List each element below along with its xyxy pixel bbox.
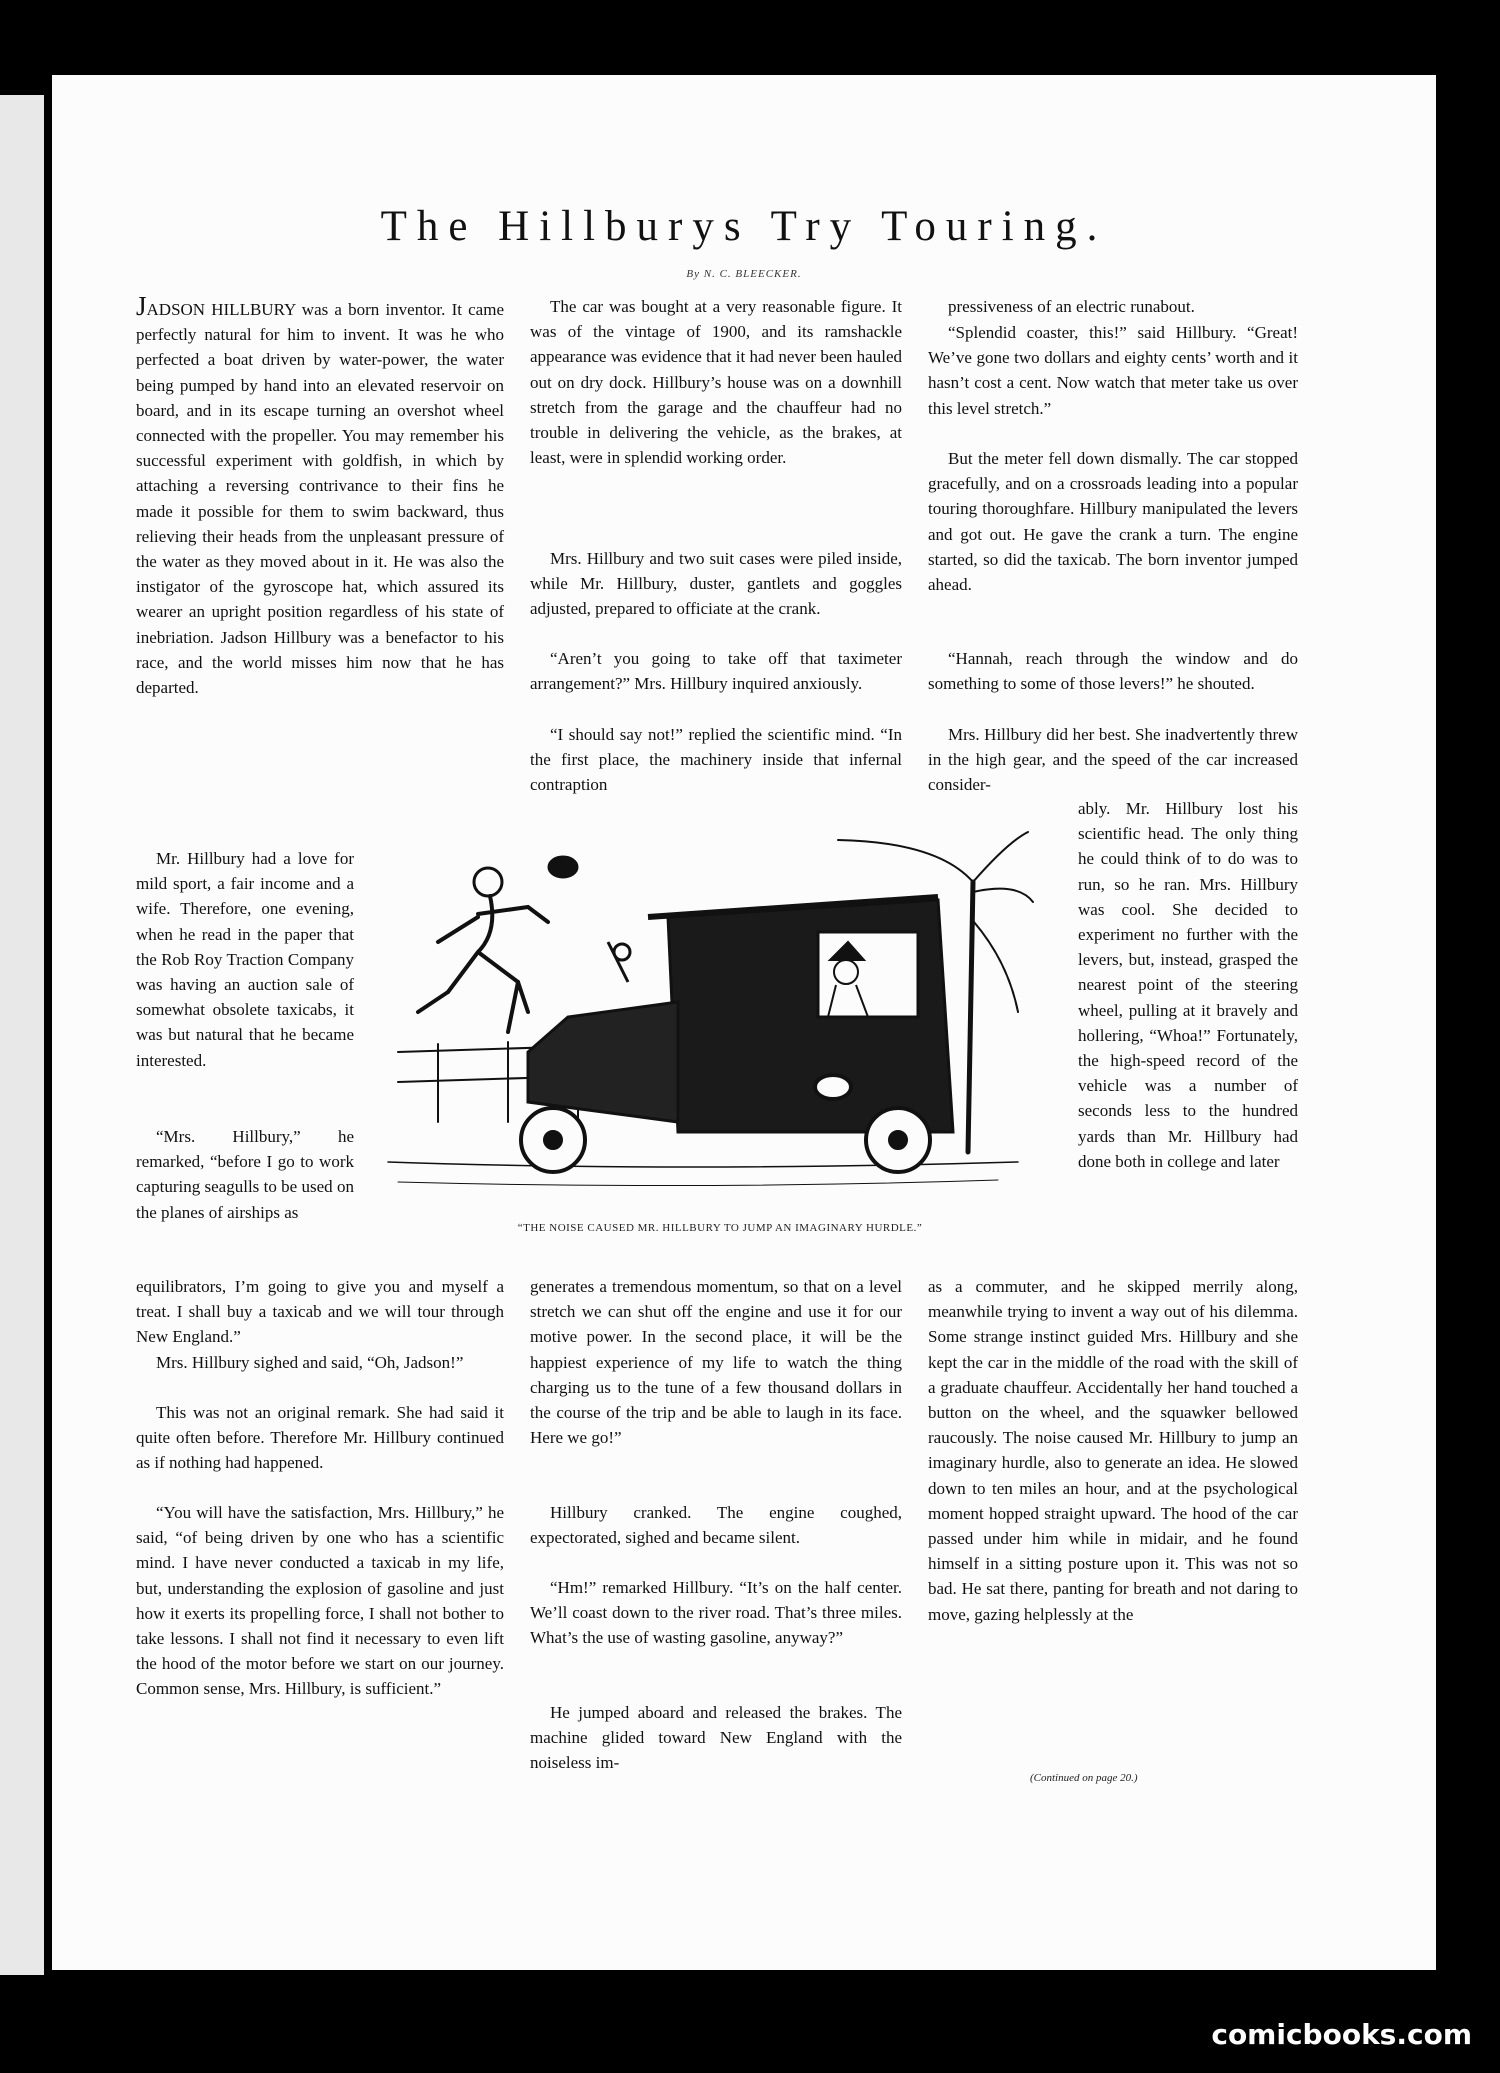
paragraph: “Splendid coaster, this!” said Hillbury. “Great! We’ve gone two dollars and eighty cents’ worth and it hasn’t cost a cent. Now watch that meter take us over this level stretch.” [928, 323, 1298, 418]
article-byline: By N. C. BLEECKER. [686, 268, 802, 280]
paragraph: Mrs. Hillbury and two suit cases were piled inside, while Mr. Hillbury, duster, gantlets and goggles adjusted, prepared to officiate at the crank. [530, 549, 902, 619]
paragraph: “Mrs. Hillbury,” he remarked, “before I go to work capturing seagulls to be used on the planes of airships as [136, 1127, 354, 1222]
article-title: The Hillburys Try Touring. [380, 203, 1108, 250]
drop-cap: J [136, 291, 147, 321]
adjacent-page-edge [0, 95, 44, 1975]
paragraph: He jumped aboard and released the brakes. The machine glided toward New England with the noiseless im- [530, 1703, 902, 1773]
illustration-caption: “THE NOISE CAUSED MR. HILLBURY TO JUMP AN IMAGINARY HURDLE.” [517, 1222, 923, 1234]
paragraph: ably. Mr. Hillbury lost his scientific head. The only thing he could think of to do was to run, so he ran. Mrs. Hillbury was cool. She decided to experiment no further with the levers, but, instead, grasped the nearest point of the steering wheel, pulling at it bravely and hollering, “Whoa!” Fortunately, the high-speed record of the vehicle was a number of seconds less to the hundred yards than Mr. Hillbury had done both in college and later [1078, 799, 1298, 1171]
paragraph: Hillbury cranked. The engine coughed, expectorated, sighed and became silent. [530, 1503, 902, 1548]
paragraph: as a commuter, and he skipped merrily along, meanwhile trying to invent a way out of his dilemma. Some strange instinct guided Mrs. Hillbury and she kept the car in the middle of the road with the skill of a graduate chauffeur. Accidentally her hand touched a button on the wheel, and the squawker bellowed raucously. The noise caused Mr. Hillbury to jump an imaginary hurdle, also to generate an idea. He slowed down to ten miles an hour, and at the psychological moment hopped straight upward. The hood of the car passed under him while in midair, and he found himself in a sitting posture upon it. This was not so bad. He sat there, panting for breath and not daring to move, gazing helplessly at the [928, 1277, 1298, 1624]
paragraph: JADSON HILLBURY was a born inventor. It came perfectly natural for him to invent. It was he who perfected a boat driven by water-power, the water being pumped by hand into an elevated reservoir on board, and in its escape turning an overshot wheel connected with the propeller. You may remember his successful experiment with goldfish, in which by attaching a reversing contrivance to their fins he made it possible for them to swim backward, thus relieving their heads from the unpleasant pressure of the water as they moved about in it. He was also the instigator of the gyroscope hat, which assured its wearer an upright position regardless of his state of inebriation. Jadson Hillbury was a benefactor to his race, and the world misses him now that he has departed. [136, 291, 504, 698]
paragraph: “You will have the satisfaction, Mrs. Hillbury,” he said, “of being driven by one who has a scientific mind. I have never conducted a taxicab in my life, but, understanding the explosion of gasoline and just how it exerts its propelling force, I shall not bother to take lessons. I shall not find it necessary to even lift the hood of the motor before we start on our journey. Common sense, Mrs. Hillbury, is sufficient.” [136, 1503, 504, 1699]
illustration-runaway-taxicab [378, 822, 1038, 1207]
paragraph: “Hannah, reach through the window and do something to some of those levers!” he shouted. [928, 649, 1298, 694]
paragraph: equilibrators, I’m going to give you and myself a treat. I shall buy a taxicab and we will tour through New England.” [136, 1277, 504, 1347]
paragraph: But the meter fell down dismally. The car stopped gracefully, and on a crossroads leading into a popular touring thoroughfare. Hillbury manipulated the levers and got out. He gave the crank a turn. The engine started, so did the taxicab. The born inventor jumped ahead. [928, 449, 1298, 595]
site-watermark: comicbooks.com [1211, 2018, 1472, 2051]
paragraph: Mrs. Hillbury did her best. She inadvertently threw in the high gear, and the speed of the car increased consider- [928, 725, 1298, 795]
paragraph: Mrs. Hillbury sighed and said, “Oh, Jadson!” [156, 1353, 464, 1372]
paragraph: generates a tremendous momentum, so that on a level stretch we can shut off the engine and use it for our motive power. In the second place, it will be the happiest experience of my life to watch the thing charging us to the tune of a few thousand dollars in the course of the trip and be able to laugh in its face. Here we go!” [530, 1277, 902, 1448]
paragraph: pressiveness of an electric runabout. [948, 297, 1195, 316]
paragraph: “Hm!” remarked Hillbury. “It’s on the half center. We’ll coast down to the river road. That’s three miles. What’s the use of wasting gasoline, anyway?” [530, 1578, 902, 1648]
paragraph: Mr. Hillbury had a love for mild sport, a fair income and a wife. Therefore, one evening, when he read in the paper that the Rob Roy Traction Company was having an auction sale of somewhat obsolete taxicabs, it was but natural that he became interested. [136, 849, 354, 1070]
continued-note: (Continued on page 20.) [1030, 1772, 1138, 1784]
paragraph: “Aren’t you going to take off that taximeter arrangement?” Mrs. Hillbury inquired anxiously. [530, 649, 902, 694]
paragraph: The car was bought at a very reasonable figure. It was of the vintage of 1900, and its ramshackle appearance was evidence that it had never been hauled out on dry dock. Hillbury’s house was on a downhill stretch from the garage and the chauffeur had no trouble in delivering the vehicle, as the brakes, at least, were in splendid working order. [530, 297, 902, 468]
paragraph: “I should say not!” replied the scientific mind. “In the first place, the machinery inside that infernal contraption [530, 725, 902, 795]
paragraph: This was not an original remark. She had said it quite often before. Therefore Mr. Hillbury continued as if nothing had happened. [136, 1403, 504, 1473]
